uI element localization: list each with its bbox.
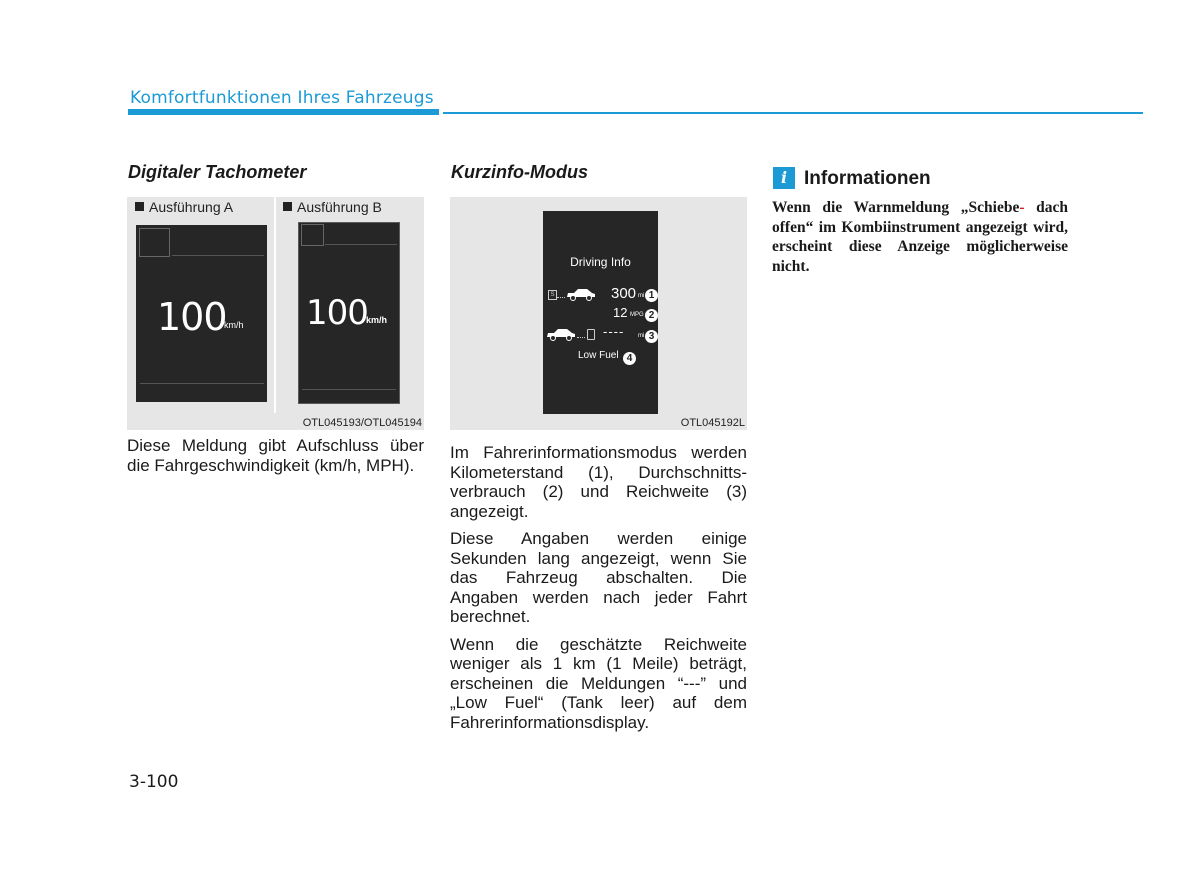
- odometer-unit: mi: [638, 293, 645, 299]
- figure-caption: OTL045193/OTL045194: [302, 417, 422, 429]
- speed-unit-b: km/h: [366, 315, 388, 325]
- screen-title: Driving Info: [570, 255, 631, 269]
- figure-divider: [274, 197, 276, 413]
- section-heading-kurzinfo: Kurzinfo-Modus: [451, 162, 588, 182]
- range-value: ----: [603, 324, 625, 339]
- car-icon: [565, 287, 597, 301]
- dotted-line: [557, 297, 565, 298]
- trip-icon: S: [548, 290, 557, 300]
- paragraph: Wenn die geschätzte Reichweite weniger als 1 km (1 Meile) beträgt, erscheinen die Meldungen “---” und „Low Fuel“ (Tank leer) auf dem Fahrerinformationsdisplay.: [450, 634, 747, 732]
- body-text-kurzinfo: [450, 443, 747, 740]
- indicator-box: [301, 224, 324, 246]
- avg-consumption-value: 12: [613, 305, 628, 320]
- speed-value-b: 100: [306, 293, 368, 333]
- figure-tachometer: [127, 197, 424, 430]
- divider-line: [325, 244, 397, 245]
- page-number: 3-100: [129, 772, 179, 792]
- running-header: Komfortfunktionen Ihres Fahrzeugs: [130, 88, 434, 108]
- divider-line: [140, 383, 264, 384]
- paragraph: Diese Angaben werden einige Sekunden lang angezeigt, wenn Sie das Fahrzeug abschalten. Die Angaben werden nach jeder Fahrt berechnet.: [450, 529, 747, 626]
- body-text-tachometer: [127, 436, 424, 483]
- bullet-square-icon: [283, 202, 292, 211]
- header-rule-thin: [443, 112, 1143, 114]
- range-unit: mi: [638, 333, 645, 339]
- paragraph: Im Fahrerinformationsmodus werden Kilometerstand (1), Durchschnitts-verbrauch (2) und Reichweite (3) angezeigt.: [450, 443, 747, 521]
- callout-1: 1: [645, 285, 658, 303]
- speed-unit-a: km/h: [224, 320, 244, 330]
- label-variant-b: Ausführung B: [283, 199, 382, 215]
- dotted-line: [577, 337, 585, 338]
- figure-caption: OTL045192L: [680, 417, 745, 429]
- speed-value-a: 100: [157, 295, 227, 339]
- header-rule-thick: [128, 109, 439, 115]
- avg-consumption-unit: MPG: [630, 312, 644, 318]
- label-variant-a: Ausführung A: [135, 199, 233, 215]
- low-fuel-text: Low Fuel: [578, 350, 619, 361]
- info-icon: i: [773, 167, 795, 189]
- divider-line: [302, 389, 396, 390]
- bullet-square-icon: [135, 202, 144, 211]
- cluster-screen-a: [136, 225, 267, 402]
- paragraph: Diese Meldung gibt Aufschluss über die Fahrgeschwindigkeit (km/h, MPH).: [127, 436, 424, 475]
- info-heading: Informationen: [804, 168, 931, 189]
- cluster-screen-b: [298, 222, 400, 404]
- callout-4: 4: [623, 348, 636, 366]
- car-icon: [545, 327, 577, 341]
- callout-3: 3: [645, 326, 658, 344]
- callout-2: 2: [645, 305, 658, 323]
- divider-line: [172, 255, 264, 256]
- driving-info-screen: [543, 211, 658, 414]
- info-text: Wenn die Warnmeldung „Schiebe- dach offen“ im Kombiinstrument angezeigt wird, erscheint diese Anzeige möglicherweise nicht.: [772, 199, 1068, 275]
- fuel-pump-icon: [587, 329, 595, 340]
- section-heading-tachometer: Digitaler Tachometer: [128, 162, 307, 182]
- odometer-value: 300: [611, 285, 637, 302]
- figure-driving-info: [450, 197, 747, 430]
- indicator-box: [139, 228, 170, 257]
